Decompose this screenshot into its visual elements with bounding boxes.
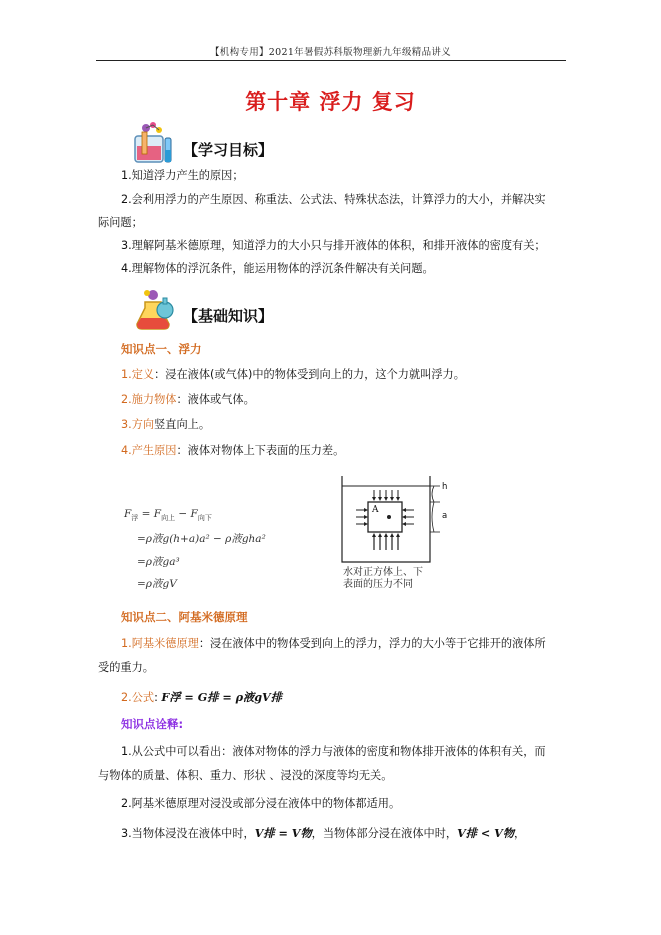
- formula-line-3: =ρ液ga³: [137, 556, 180, 568]
- basics-heading: 【基础知识】: [183, 307, 274, 325]
- kp1-item-source: [121, 393, 255, 407]
- goal-item: 1.知道浮力产生的原因；: [121, 169, 244, 182]
- kp2-note-title: 知识点诠释:: [121, 717, 184, 731]
- cube-label: A: [372, 505, 379, 515]
- kp2-note: 2.阿基米德原理对浸没或部分浸在液体中的物体都适用。: [121, 797, 401, 810]
- kp2-note: 1.从公式中可以看出：液体对物体的浮力与液体的密度和物体排开液体的体积有关，而: [121, 745, 546, 758]
- kp2-item-formula: 2.公式: F浮 = G排 = ρ液gV排: [121, 690, 282, 704]
- kp1-item-text: 竖直向上。: [154, 418, 211, 431]
- goals-heading: 【学习目标】: [183, 141, 274, 159]
- kp1-item-definition: [121, 368, 465, 382]
- formula-line-1: $F_浮 = F_{向上} - F_{向下}$: [124, 508, 212, 523]
- kp1-item-text: 液体对物体上下表面的压力差。: [187, 444, 345, 457]
- kp1-item-key: 定义: [131, 368, 155, 381]
- kp1-item-sep: ：: [176, 444, 188, 457]
- goal-item: 3.理解阿基米德原理，知道浮力的大小只与排开液体的体积，和排开液体的密度有关；: [121, 239, 546, 252]
- kp1-item-num: 4.: [121, 444, 132, 457]
- kp1-item-cause: [121, 444, 344, 458]
- kp1-item-direction: [121, 418, 210, 432]
- kp1-item-sep: ：: [154, 368, 166, 381]
- kp1-item-num: 2.: [121, 393, 132, 406]
- kp1-item-key: 产生原因: [131, 444, 177, 457]
- lab-flask-icon: [132, 122, 176, 164]
- kp2-title: 知识点二、阿基米德原理: [121, 610, 248, 624]
- formula-line-2: =ρ液g(h+a)a² − ρ液gha²: [137, 533, 266, 545]
- kp1-item-sep: ：: [176, 393, 188, 406]
- formula-line-4: =ρ液gV: [137, 578, 177, 590]
- goal-item: 2.会利用浮力的产生原因、称重法、公式法、特殊状态法，计算浮力的大小，并解决实: [121, 193, 546, 206]
- chemistry-flasks-icon: [133, 288, 177, 332]
- page-header: 【机构专用】2021年暑假苏科版物理新九年级精品讲义: [210, 47, 451, 58]
- kp2-item-principle: 1.阿基米德原理：浸在液体中的物体受到向上的浮力，浮力的大小等于它排开的液体所: [121, 637, 546, 650]
- kp2-item-principle-continued: 受的重力。: [98, 661, 154, 674]
- kp1-item-num: 1.: [121, 368, 132, 381]
- depth-h-label: h: [442, 482, 448, 492]
- kp1-item-text: 液体或气体。: [187, 393, 255, 406]
- figure-caption: 水对正方体上、下 表面的压力不同: [343, 567, 423, 590]
- kp1-item-key: 施力物体: [131, 393, 177, 406]
- page-title: 第十章 浮力 复习: [245, 90, 416, 114]
- kp2-note-volume: 3.当物体浸没在液体中时，V排 = V物，当物体部分浸在液体中时，V排 < V物，: [121, 826, 526, 840]
- side-a-label: a: [442, 511, 448, 521]
- kp1-item-num: 3.: [121, 418, 132, 431]
- header-rule: [96, 60, 566, 61]
- kp1-item-text: 浸在液体(或气体)中的物体受到向上的力，这个力就叫浮力。: [165, 368, 465, 381]
- kp2-note-continued: 与物体的质量、体积、重力、形状 、浸没的深度等均无关。: [98, 769, 393, 782]
- goal-item: 4.理解物体的浮沉条件，能运用物体的浮沉条件解决有关问题。: [121, 262, 434, 275]
- kp1-title: 知识点一、浮力: [121, 342, 202, 356]
- kp1-item-key: 方向: [131, 418, 155, 431]
- goal-item-continued: 际问题；: [98, 216, 143, 229]
